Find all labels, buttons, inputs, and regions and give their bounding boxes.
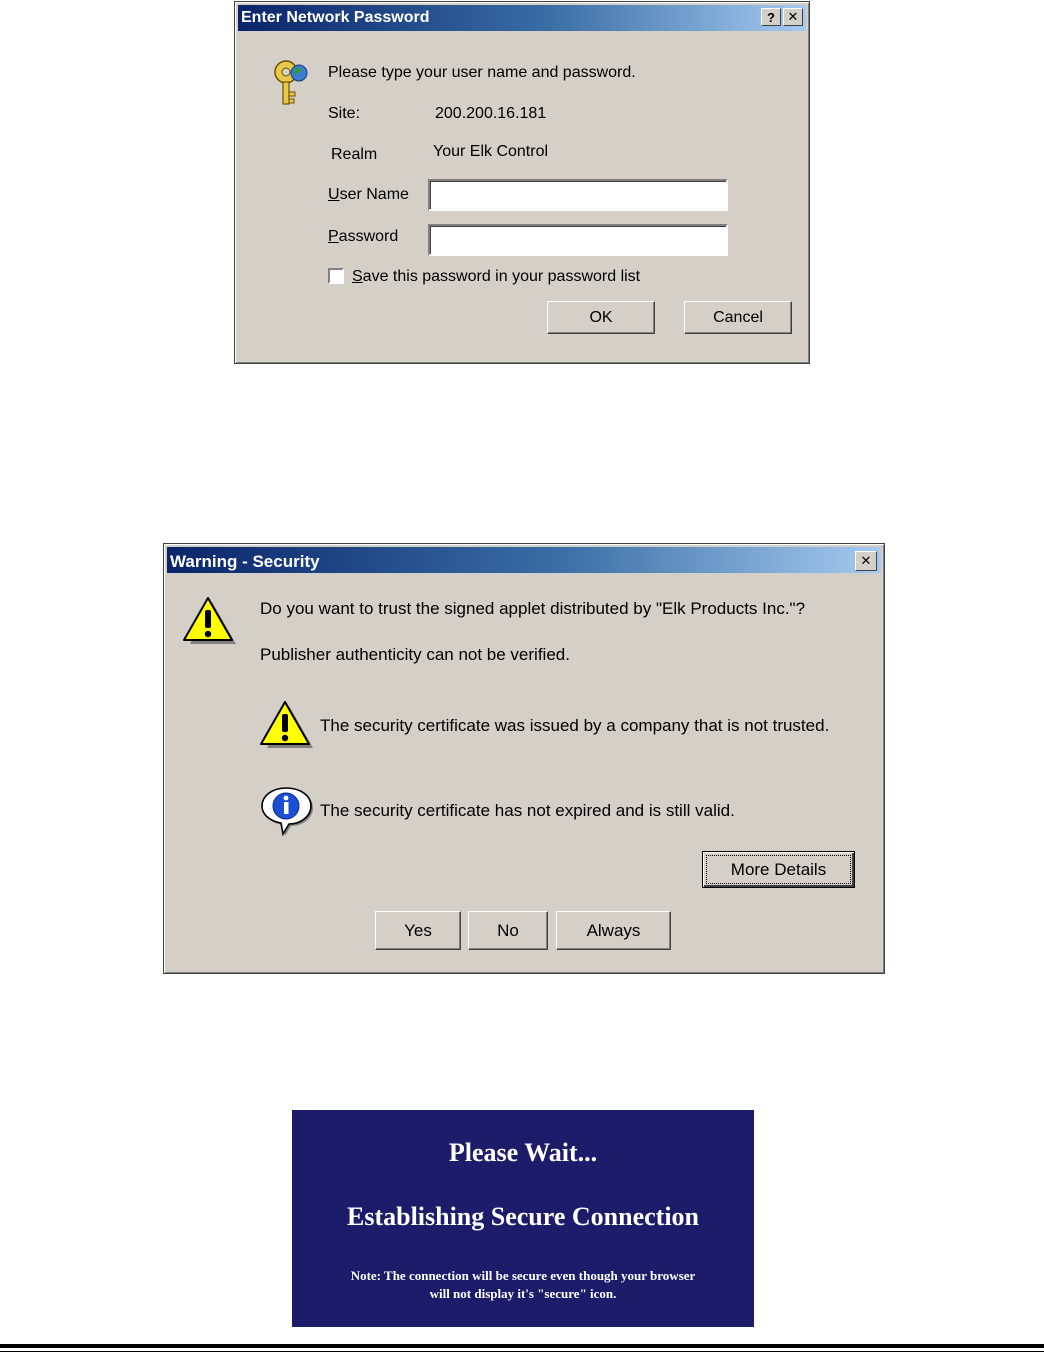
cert-valid-text: The security certificate has not expired and is still valid. xyxy=(320,801,735,820)
secure-note xyxy=(292,1267,754,1303)
secure-note-line2: will not display it's "secure" icon. xyxy=(429,1286,617,1301)
footer-rule-thick xyxy=(0,1344,1044,1348)
realm-label: Realm xyxy=(331,146,378,163)
username-label-rest: ser Name xyxy=(339,186,409,203)
title-bar[interactable] xyxy=(238,5,806,31)
close-button[interactable]: ✕ xyxy=(783,8,803,26)
trust-question-text: Do you want to trust the signed applet distributed by "Elk Products Inc."? xyxy=(260,599,806,618)
yes-button[interactable]: Yes xyxy=(375,911,461,950)
authenticity-text: Publisher authenticity can not be verified. xyxy=(260,645,570,664)
key-icon xyxy=(269,58,313,108)
title-bar[interactable] xyxy=(167,547,881,573)
save-password-label-rest: ave this password in your password list xyxy=(362,268,641,285)
help-button[interactable]: ? xyxy=(761,8,781,26)
please-wait-heading: Please Wait... xyxy=(448,1138,598,1167)
site-label: Site: xyxy=(328,105,361,122)
warning-icon xyxy=(182,594,238,648)
save-password-label[interactable] xyxy=(352,268,640,286)
ok-button[interactable]: OK xyxy=(547,301,655,334)
security-warning-dialog xyxy=(163,543,885,974)
network-password-dialog xyxy=(234,1,810,364)
password-input[interactable] xyxy=(428,224,728,256)
password-label xyxy=(328,228,398,246)
username-label xyxy=(328,186,409,204)
username-label-accesskey: U xyxy=(328,186,340,203)
realm-value: Your Elk Control xyxy=(433,143,549,160)
footer-rule-thin xyxy=(0,1351,1044,1352)
password-label-rest: assword xyxy=(338,228,399,245)
info-icon xyxy=(259,786,315,838)
always-button[interactable]: Always xyxy=(556,911,671,950)
password-label-accesskey: P xyxy=(328,228,339,245)
dialog-title: Enter Network Password xyxy=(241,9,430,26)
please-wait-panel xyxy=(292,1110,754,1327)
more-details-button[interactable]: More Details xyxy=(702,851,855,888)
no-button[interactable]: No xyxy=(468,911,548,950)
save-password-checkbox[interactable] xyxy=(328,268,344,284)
cert-untrusted-text: The security certificate was issued by a company that is not trusted. xyxy=(320,716,830,735)
site-value: 200.200.16.181 xyxy=(435,105,547,122)
prompt-text: Please type your user name and password. xyxy=(328,64,636,81)
save-password-accesskey: S xyxy=(352,268,363,285)
establishing-connection-heading: Establishing Secure Connection xyxy=(346,1202,699,1231)
warning-icon xyxy=(259,698,315,752)
close-button[interactable]: ✕ xyxy=(855,551,877,571)
username-input[interactable] xyxy=(428,179,728,211)
secure-note-line1: Note: The connection will be secure even though your browser xyxy=(350,1268,696,1283)
dialog-title: Warning - Security xyxy=(170,552,320,571)
cancel-button[interactable]: Cancel xyxy=(684,301,792,334)
